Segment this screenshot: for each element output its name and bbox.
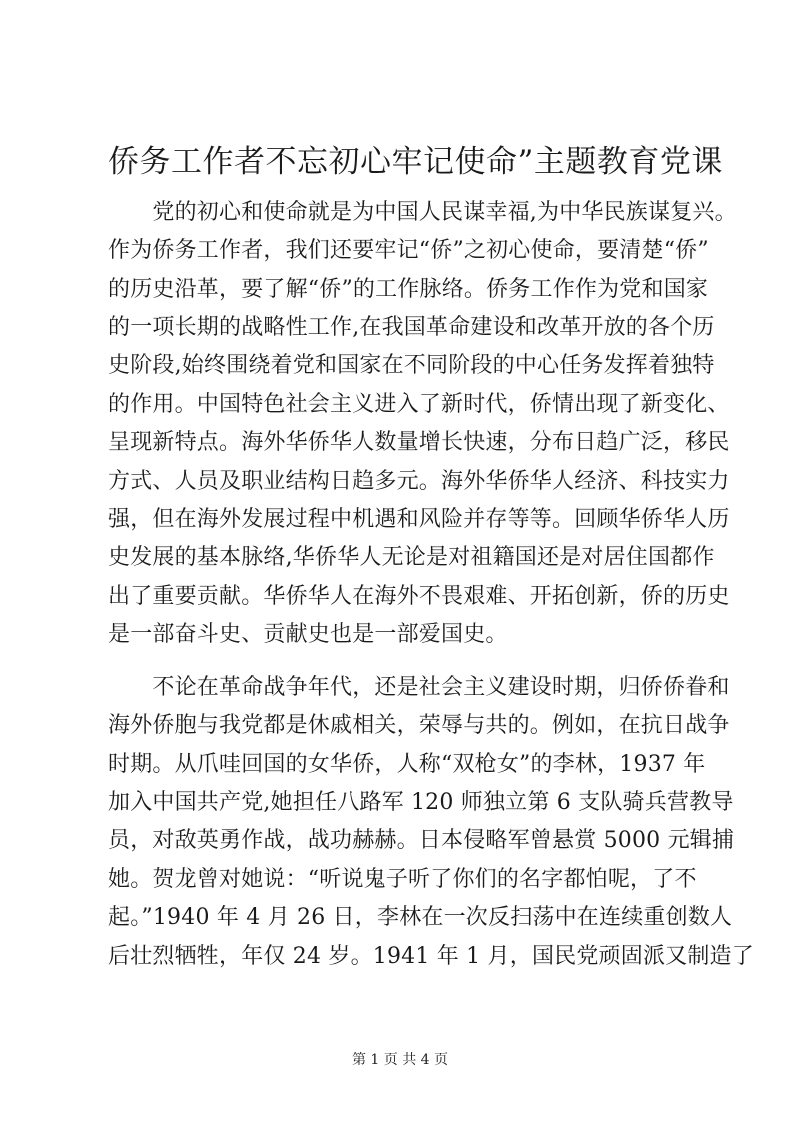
body-line: 史阶段,始终围绕着党和国家在不同阶段的中心任务发挥着独特 [108, 353, 715, 378]
body-line: 强，但在海外发展过程中机遇和风险并存等等。回顾华侨华人历 [108, 507, 730, 532]
body-line: 出了重要贡献。华侨华人在海外不畏艰难、开拓创新，侨的历史 [108, 584, 730, 609]
body-line: 海外侨胞与我党都是休戚相关，荣辱与共的。例如，在抗日战争 [108, 713, 730, 738]
body-line: 的一项长期的战略性工作,在我国革命建设和改革开放的各个历 [108, 315, 715, 340]
body-line: 加入中国共产党,她担任八路军 120 师独立第 6 支队骑兵营教导 [108, 790, 734, 815]
body-line: 员，对敌英勇作战，战功赫赫。日本侵略军曾悬赏 5000 元辑捕 [108, 828, 735, 853]
page-number-footer: 第 1 页 共 4 页 [351, 1052, 449, 1068]
body-line: 党的初心和使命就是为中国人民谋幸福,为中华民族谋复兴。 [108, 200, 737, 225]
body-line: 方式、人员及职业结构日趋多元。海外华侨华人经济、科技实力 [108, 469, 730, 494]
body-line: 史发展的基本脉络,华侨华人无论是对祖籍国还是对居住国都作 [108, 545, 715, 570]
body-line: 她。贺龙曾对她说：“听说鬼子听了你们的名字都怕呢，了不 [108, 867, 697, 892]
body-line: 的历史沿革，要了解“侨”的工作脉络。侨务工作作为党和国家 [108, 277, 709, 302]
body-line: 呈现新特点。海外华侨华人数量增长快速，分布日趋广泛，移民 [108, 430, 730, 455]
body-line: 时期。从爪哇回国的女华侨，人称“双枪女”的李林，1937 年 [108, 752, 706, 777]
body-line: 作为侨务工作者，我们还要牢记“侨”之初心使命，要清楚“侨” [108, 238, 709, 263]
body-line: 不论在革命战争年代，还是社会主义建设时期，归侨侨眷和 [108, 675, 730, 700]
document-title: 侨务工作者不忘初心牢记使命”主题教育党课 [108, 144, 723, 180]
body-line: 后壮烈牺牲，年仅 24 岁。1941 年 1 月，国民党顽固派又制造了 [108, 944, 754, 969]
body-line: 是一部奋斗史、贡献史也是一部爱国史。 [108, 622, 508, 647]
body-line: 的作用。中国特色社会主义进入了新时代，侨情出现了新变化、 [108, 392, 730, 417]
body-line: 起。”1940 年 4 月 26 日，李林在一次反扫荡中在连续重创数人 [108, 905, 733, 930]
